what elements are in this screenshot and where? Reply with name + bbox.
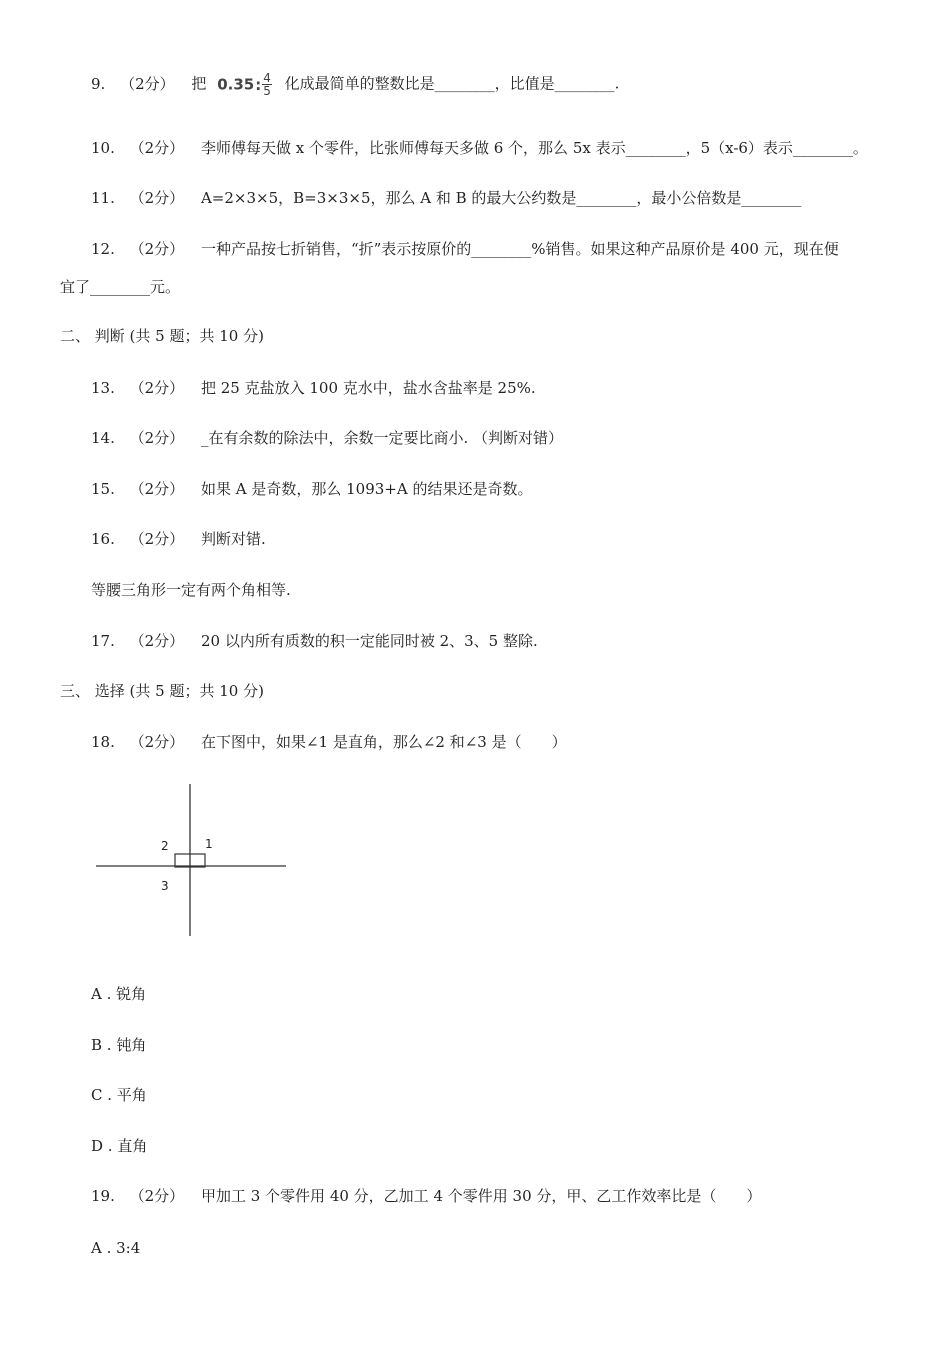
option-c[interactable]: C . 平角 [91, 1086, 147, 1104]
question-19 [91, 1186, 761, 1206]
question-score: （2分） [120, 74, 175, 93]
question-number: 14. [91, 429, 115, 447]
question-13 [91, 378, 536, 398]
question-text: A=2×3×5，B=3×3×5，那么 A 和 B 的最大公约数是________，最小公倍数是________ [200, 189, 802, 207]
ratio-colon: : [255, 75, 262, 94]
ratio-decimal: 0.35 [217, 75, 255, 94]
question-score: （2分） [129, 480, 185, 498]
section-title: 二、 判断 (共 5 题；共 10 分) [60, 327, 264, 345]
question-12 [91, 239, 839, 259]
question-15 [91, 479, 532, 499]
fraction-numerator: 4 [263, 71, 271, 85]
question-number: 16. [91, 530, 115, 548]
question-text: 甲加工 3 个零件用 40 分，乙加工 4 个零件用 30 分，甲、乙工作效率比是（ ） [200, 1187, 762, 1205]
question-12-continuation [60, 277, 180, 297]
angle-label-1: 1 [205, 837, 213, 851]
question-number: 13. [91, 379, 115, 397]
question-score: （2分） [129, 1187, 185, 1205]
question-text: 在下图中，如果∠1 是直角，那么∠2 和∠3 是（ ） [200, 733, 567, 751]
question-text: 化成最简单的整数比是________，比值是________. [284, 74, 620, 93]
question-number: 18. [91, 733, 115, 751]
question-17 [91, 631, 538, 651]
question-text: 李师傅每天做 x 个零件，比张师傅每天多做 6 个，那么 5x 表示________，5（x-6）表示________。 [200, 139, 868, 157]
question-18 [91, 732, 567, 752]
section-title: 三、 选择 (共 5 题；共 10 分) [60, 682, 264, 700]
question-16-statement: 等腰三角形一定有两个角相等. [91, 581, 291, 599]
question-text: 宜了________元。 [60, 278, 181, 296]
question-text: 20 以内所有质数的积一定能同时被 2、3、5 整除. [200, 632, 538, 650]
question-score: （2分） [129, 632, 185, 650]
ratio-fraction [262, 72, 272, 97]
option-a[interactable]: A . 3:4 [91, 1239, 141, 1257]
question-number: 11. [91, 189, 115, 207]
question-text: 如果 A 是奇数，那么 1093+A 的结果还是奇数。 [200, 480, 533, 498]
question-score: （2分） [129, 139, 185, 157]
question-text: 一种产品按七折销售，“折”表示按原价的________%销售。如果这种产品原价是 400 元，现在便 [200, 240, 839, 258]
question-score: （2分） [129, 429, 185, 447]
question-text: _在有余数的除法中，余数一定要比商小. （判断对错） [200, 429, 564, 447]
question-number: 12. [91, 240, 115, 258]
question-text: 把 25 克盐放入 100 克水中，盐水含盐率是 25%. [200, 379, 536, 397]
option-a[interactable]: A . 锐角 [91, 985, 147, 1003]
ratio-expression [217, 72, 272, 97]
angle-label-2: 2 [161, 839, 169, 853]
question-number: 15. [91, 480, 115, 498]
question-score: （2分） [129, 379, 185, 397]
option-b[interactable]: B . 钝角 [91, 1036, 147, 1054]
question-number: 10. [91, 139, 115, 157]
question-score: （2分） [129, 189, 185, 207]
question-score: （2分） [129, 530, 185, 548]
question-number: 17. [91, 632, 115, 650]
angle-figure [94, 780, 290, 940]
option-d[interactable]: D . 直角 [91, 1137, 148, 1155]
question-14 [91, 428, 563, 448]
question-11 [91, 188, 801, 208]
question-9 [91, 72, 619, 97]
question-16 [91, 529, 266, 549]
question-number: 9. [91, 74, 106, 93]
question-score: （2分） [129, 240, 185, 258]
question-number: 19. [91, 1187, 115, 1205]
fraction-denominator: 5 [263, 84, 271, 98]
question-score: （2分） [129, 733, 185, 751]
question-text: 判断对错. [200, 530, 266, 548]
angle-label-3: 3 [161, 879, 169, 893]
question-text: 把 [191, 74, 207, 93]
question-10 [91, 138, 868, 158]
